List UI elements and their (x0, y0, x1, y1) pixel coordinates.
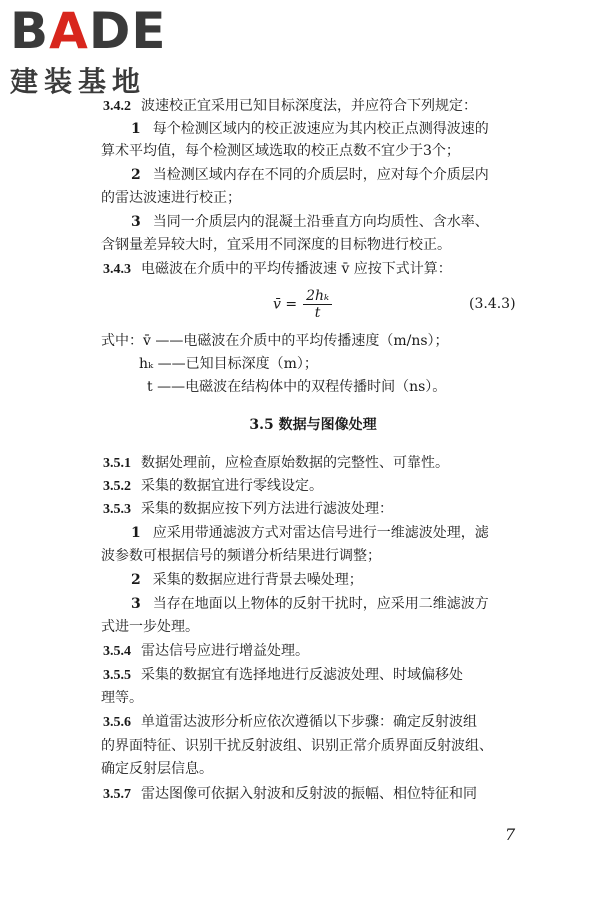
list-item-cont: 含钢量差异较大时，宜采用不同深度的目标物进行校正。 (101, 237, 451, 253)
list-item-cont: 式进一步处理。 (101, 619, 199, 635)
where-line: t ——电磁波在结构体中的双程传播时间（ns）。 (147, 379, 447, 395)
clause-3-4-3: 3.4.3 电磁波在介质中的平均传播波速 v̄ 应按下式计算： (103, 261, 452, 277)
equation-number: (3.4.3) (469, 296, 516, 312)
where-line: hₖ ——已知目标深度（m）； (139, 356, 318, 372)
where-line: 式中：v̄ ——电磁波在介质中的平均传播速度（m/ns）； (101, 333, 449, 349)
list-item: 1 应采用带通滤波方式对雷达信号进行一维滤波处理，滤 (131, 525, 489, 541)
list-item: 3 当同一介质层内的混凝土沿垂直方向均质性、含水率、 (131, 214, 489, 230)
list-item: 3 当存在地面以上物体的反射干扰时，应采用二维滤波方 (131, 596, 489, 612)
list-item-cont: 波参数可根据信号的频谱分析结果进行调整； (101, 548, 381, 564)
logo (10, 2, 180, 100)
formula: v̄ = $\frac{\text{2hₖ}}{t}$ (273, 288, 332, 321)
list-item-cont: 的雷达波速进行校正； (101, 190, 241, 206)
clause-3-5-3: 3.5.3 采集的数据应按下列方法进行滤波处理： (103, 501, 393, 517)
clause-3-5-4: 3.5.4 雷达信号应进行增益处理。 (103, 643, 309, 659)
clause-cont: 的界面特征、识别干扰反射波组、识别正常介质界面反射波组、 (101, 738, 493, 754)
section-title: 3.5 数据与图像处理 (249, 417, 377, 433)
clause-cont: 理等。 (101, 690, 143, 706)
clause-3-5-7: 3.5.7 雷达图像可依据入射波和反射波的振幅、相位特征和同 (103, 786, 477, 802)
clause-cont: 确定反射层信息。 (101, 761, 213, 777)
page-number: 7 (505, 825, 516, 844)
list-item-cont: 算术平均值，每个检测区域选取的校正点数不宜少于3个； (101, 143, 460, 159)
clause-3-5-1: 3.5.1 数据处理前，应检查原始数据的完整性、可靠性。 (103, 455, 449, 471)
clause-3-5-6: 3.5.6 单道雷达波形分析应依次遵循以下步骤：确定反射波组 (103, 714, 477, 730)
clause-3-4-2: 3.4.2 波速校正宜采用已知目标深度法，并应符合下列规定： (103, 98, 477, 114)
formula-fraction: $\frac{\text{2hₖ}}{t}$ (303, 288, 332, 321)
list-item: 2 采集的数据应进行背景去噪处理； (131, 572, 363, 588)
clause-3-5-2: 3.5.2 采集的数据宜进行零线设定。 (103, 478, 323, 494)
clause-3-5-5: 3.5.5 采集的数据宜有选择地进行反滤波处理、时域偏移处 (103, 667, 463, 683)
list-item: 2 当检测区域内存在不同的介质层时，应对每个介质层内 (131, 167, 489, 183)
list-item: 1 每个检测区域内的校正波速应为其内校正点测得波速的 (131, 121, 489, 137)
logo-subtitle: 建装基地 (10, 65, 147, 98)
logo-wordmark: BADE (10, 2, 167, 60)
